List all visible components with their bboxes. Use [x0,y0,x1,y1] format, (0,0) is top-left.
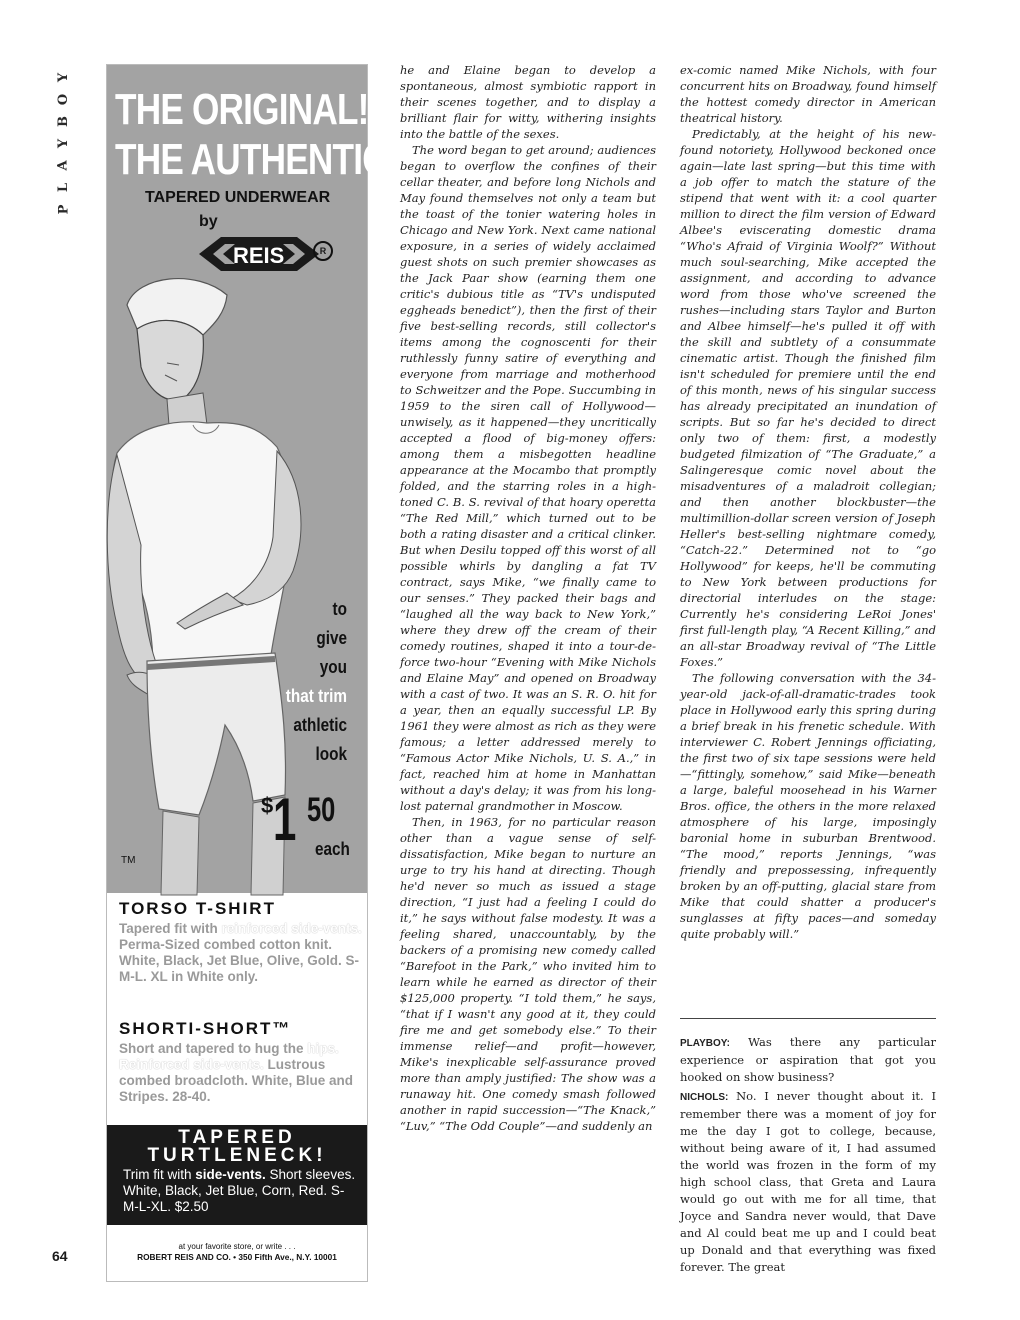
registered-mark-icon: R [313,241,333,261]
price-whole: 1 [273,786,297,853]
running-head [52,66,78,220]
reis-advertisement [106,64,398,1282]
qa-entry [680,1088,936,1276]
tagline-line: give [316,628,347,648]
turtleneck-description [123,1167,359,1215]
ad-by: by [199,213,218,230]
running-head-letter: Y [56,137,71,149]
article-paragraph: The word began to get around; audiences began to overflow the confines of their cellar theater, and before long Nichols and May found themselves not only a team but the toast of the tonier watering holes in Chicago and New York. Next came national exposure, in a series of widely acclaimed guest shots on such premier showcases as the Jack Paar show (earning them one critic's dubious title as “TV's undisputed eggheads benedict”), then the first of their five best-selling records, still collector's items among the cognoscenti for their ruthlessly funny satire of everything and everyone from marriage and motherhood to Schweitzer and the Pope. Succumbing in 1959 to the siren call of Hollywood—unwisely, as it happened—they uncritically accepted a flood of big-money offers: among them a misbegotten headline appearance at the Mocambo that promptly folded, and the starring roles in a high-toned C. B. S. revival of that hoary operetta “The Red Mill,” which turned out to be both a rating disaster and a critical clinker. But when Desilu topped off this worst of all possible whirls by dangling a fat TV contract, says Mike, “we finally came to our senses.” They packed their bags and “laughed all the way back to New York,” where they drew off the cream of their comedy routines, shaped it into a tour-de-force two-hour “Evening with Mike Nichols and Elaine May” and opened on Broadway with a cast of two. It was an S. R. O. hit for a year, then an equally successful LP. By 1961 they were almost as rich as they were famous; a letter addressed merely to “Famous Actor Mike Nichols, U. S. A.,” in fact, reached him at home in Manhattan without a day's delay; it was from his long-lost paternal grandmother in Moscow. [400,143,656,813]
ad-subhead: TAPERED UNDERWEAR [145,189,331,206]
torso-tshirt-title: TORSO T-SHIRT [119,899,276,918]
turtleneck-title-line-2: TURTLENECK! [147,1145,327,1166]
shorti-short-description [119,1041,363,1105]
article-paragraph: Predictably, at the height of his new-found notoriety, Hollywood beckoned once again—late last spring—but this time with a job offer to match the stature of the stipend that went with it: a cool quarter million to direct the film version of Edward Albee's eviscerating domestic drama “Who's Afraid of Virginia Woolf?” Without much soul-searching, Mike accepted the assignment, and according to advance word from those who've screened the rushes—including stars Taylor and Burton and Albee himself—he's pulled it off with the skill and subtlety of a consummate cinematic artist. Though the finished film isn't scheduled for premiere until the end of this month, news of his singular success has already precipitated an inundation of scripts. But so far he's decided to direct only two of them: first, a modestly budgeted filmization of “The Graduate,” a Salingeresque comic novel about the misadventures of a maladroit collegian; and then another blockbuster—the multimillion-dollar screen version of Joseph Heller's best-selling nightmare comedy, “Catch-22.” Determined not to “go Hollywood” for keeps, he'll be commuting to New York between productions for directorial interludes on the stage: Currently he's considering LeRoi Jones' first full-length play, “A Recent Killing,” and an all-star Broadway revival of “The Little Foxes.” [680,127,936,669]
running-head-letter: A [56,159,71,171]
article-column-1 [400,62,656,1134]
shorti-short-title: SHORTI-SHORT™ [119,1019,292,1038]
desc-part: Short and tapered to hug the [119,1041,308,1056]
qa-entry [680,1034,936,1086]
qa-speaker: PLAYBOY: [680,1038,731,1049]
ad-footer-address: ROBERT REIS AND CO. • 350 Fifth Ave., N.Y. 10001 [137,1252,337,1262]
ad-headline-line-1: THE ORIGINAL! [115,85,369,134]
article-paragraph: he and Elaine began to develop a spontaneous, almost symbiotic rapport in their scenes together, and to display a brilliant flair for witty, withering insights into the battle of the sexes. [400,63,656,141]
ad-footer-line: at your favorite store, or write . . . [178,1242,296,1251]
tagline-line: to [332,599,347,619]
tagline-line: that trim [285,686,347,706]
price-dollar-sign: $ [261,793,274,818]
price-cents: 50 [307,791,336,829]
page-number: 64 [52,1248,68,1264]
ad-footer [107,1241,367,1263]
desc-part: side-vents. [195,1167,266,1182]
article-paragraph: ex-comic named Mike Nichols, with four concurrent hits on Broadway, found himself the hottest comedy director in American theatrical history. [680,63,936,125]
tagline-line: look [315,744,347,764]
article-paragraph: The following conversation with the 34-year-old jack-of-all-dramatic-trades took place in Hollywood early this spring during a brief break in his frenetic schedule. With interviewer C. Robert Jennings officiating, the first two of six tape sessions were held—“fittingly, somehow,” said Mike—beneath a large, baleful moosehead in his Warner Bros. office, the others in the more relaxed atmosphere of his large, imposingly baronial home in suburban Brentwood. “The mood,” reports Jennings, “was friendly and prepossessing, infrequently broken by an off-putting, glacial stare from Mike that could shatter a producer's sunglasses at fifty paces—and someday quite probably will.” [680,671,936,941]
running-head-letter: Y [56,71,71,83]
desc-part: hips. Reinforced side-vents. [119,1041,339,1072]
reis-logo-text: REIS [233,243,285,268]
running-head-letter: P [56,203,71,215]
article-paragraph: Then, in 1963, for no particular reason other than a vague sense of self-dissatisfaction, Mike began to nurture an urge to try his hand at directing. Though he'd never so much as issued a stage direction, “I just had a feeling I could do it,” he says without false modesty. It was a feeling shared, unaccountably, by the backers of a promising new comedy called “Barefoot in the Park,” who invited him to learn while he earned as director of their $125,000 property. “I told them,” he says, “that if I wasn't any good at it, they could fire me and get somebody else.” To their immense relief—and profit—however, Mike's inexplicable self-assurance proved more than amply justified: The show was a runaway hit. One comedy smash followed another in rapid succession—“The Knack,” “Luv,” “The Odd Couple”—and suddenly an [400,815,656,1133]
section-divider [680,1018,936,1019]
turtleneck-panel [107,1125,367,1225]
desc-part: Trim fit with [123,1167,196,1182]
qa-text: No. I never thought about it. I remember there was a moment of joy for me the day I got to college, because, without being aware of it, I had assumed the world was frozen in the form of my high school class, that Greta and Laura would go out with me for all time, that Joyce and Sandra never would, that Dave and Al could beat me up and I could beat up Donald and that everything was fixed forever. The great [680,1089,936,1274]
tagline-line: you [319,657,347,677]
tagline-line: athletic [293,715,347,735]
ad-hero-panel [107,65,398,893]
running-head-letter: L [55,181,71,193]
article-column-2 [680,62,936,942]
desc-part: Perma-Sized combed cotton knit. White, Black, Jet Blue, Olive, Gold. S-M-L. XL in White only. [119,937,360,984]
turtleneck-title-line-1: TAPERED [178,1127,296,1148]
ad-headline-line-2: THE AUTHENTIC! [115,135,398,184]
ad-headline [115,85,398,185]
turtleneck-title [107,1129,367,1165]
running-head-letter: B [56,115,71,127]
running-head-letter: O [55,92,71,106]
ad-tagline [286,595,347,769]
price-unit: each [315,839,350,859]
torso-tshirt-description [119,921,363,985]
desc-part: reinforced side-vents. [221,921,362,936]
trademark-mark: TM [121,855,136,866]
interview-qa [680,1034,936,1278]
desc-part: Short sleeves. White, Black, Jet Blue, Corn, Red. S-M-L-XL. $2.50 [123,1167,356,1214]
qa-speaker: NICHOLS: [680,1092,729,1103]
qa-text: Was there any particular experience or aspiration that got you hooked on show business? [680,1035,936,1084]
desc-part: Lustrous combed broadcloth. White, Blue and Stripes. 28-40. [119,1057,354,1104]
desc-part: Tapered fit with [119,921,222,936]
